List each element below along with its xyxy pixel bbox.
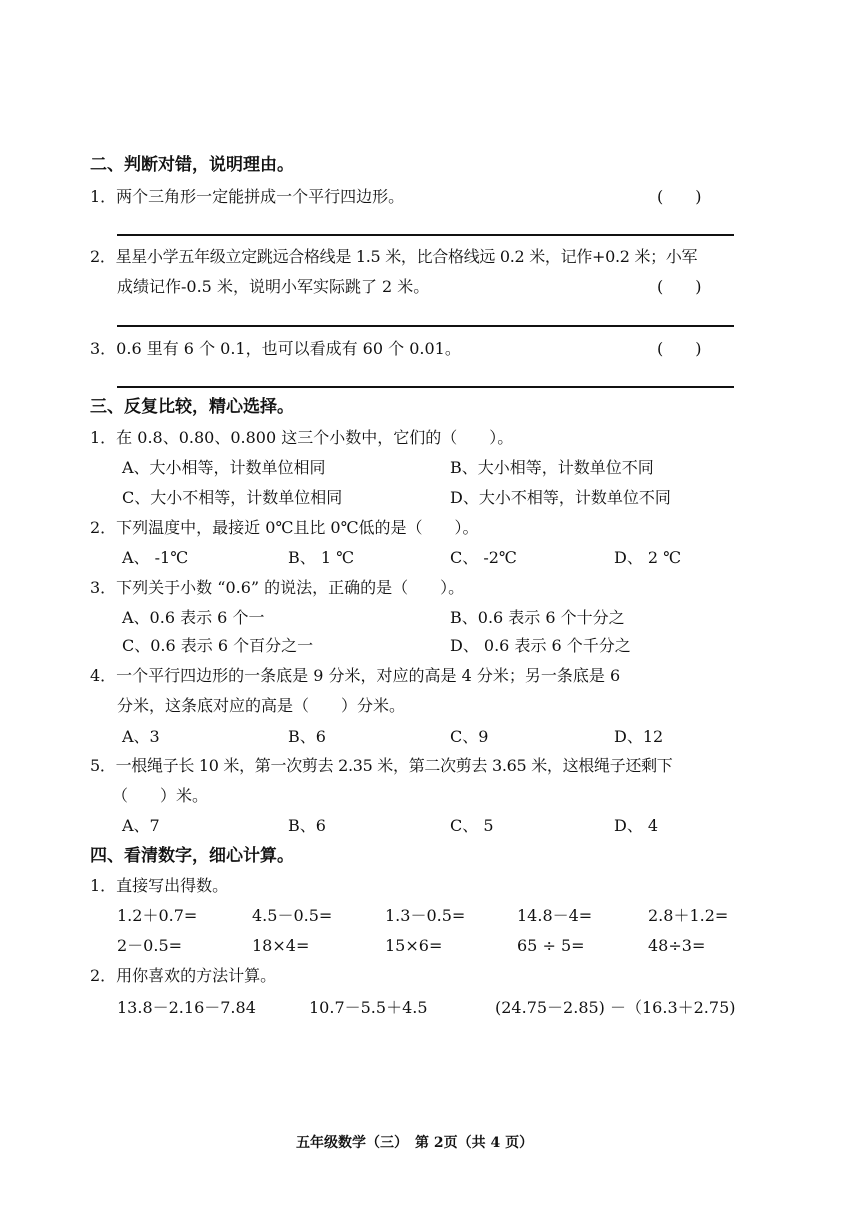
q5-line2: （ ）米。	[112, 786, 209, 805]
q4-option-a: A、3	[122, 727, 160, 746]
s2-item2-mark: ( )	[657, 277, 702, 296]
s2-item3-mark: ( )	[657, 339, 702, 358]
q5-line1: 5．一根绳子长 10 米，第一次剪去 2.35 米，第二次剪去 3.65 米，这根绳子还剩下	[90, 756, 673, 775]
answer-line	[117, 234, 734, 236]
q1-stem: 1．在 0.8、0.80、0.800 这三个小数中，它们的（ ）。	[90, 428, 514, 447]
calc-item: 14.8－4=	[517, 906, 593, 925]
calc-item: 15×6=	[385, 936, 443, 955]
q1-option-c: C、大小不相等，计数单位相同	[122, 488, 343, 507]
s2-item1-text: 1．两个三角形一定能拼成一个平行四边形。	[90, 187, 405, 206]
q1-option-b: B、大小相等，计数单位不同	[450, 458, 654, 477]
section2-heading: 二、判断对错，说明理由。	[90, 155, 294, 175]
q4-line1: 4．一个平行四边形的一条底是 9 分米，对应的高是 4 分米；另一条底是 6	[90, 666, 621, 685]
calc-item: 1.3－0.5=	[385, 906, 466, 925]
q3-stem: 3．下列关于小数 “0.6” 的说法，正确的是（ ）。	[90, 578, 465, 597]
q2-option-a: A、 -1℃	[122, 548, 189, 567]
calc-expression: 10.7－5.5＋4.5	[309, 998, 428, 1017]
section4-heading: 四、看清数字，细心计算。	[90, 846, 294, 866]
s4-sub2: 2．用你喜欢的方法计算。	[90, 966, 277, 985]
section3-heading: 三、反复比较，精心选择。	[90, 397, 294, 417]
calc-item: 65 ÷ 5=	[517, 936, 585, 955]
calc-item: 4.5－0.5=	[252, 906, 333, 925]
s2-item2-line2: 成绩记作-0.5 米，说明小军实际跳了 2 米。	[117, 277, 430, 296]
q4-option-d: D、12	[614, 727, 664, 746]
calc-expression: 13.8－2.16－7.84	[117, 998, 256, 1017]
q2-stem: 2．下列温度中，最接近 0℃且比 0℃低的是（ ）。	[90, 518, 479, 537]
answer-line	[117, 325, 734, 327]
calc-item: 18×4=	[252, 936, 310, 955]
q5-option-d: D、 4	[614, 816, 659, 835]
q1-option-a: A、大小相等，计数单位相同	[122, 458, 326, 477]
q2-option-c: C、 -2℃	[450, 548, 517, 567]
s4-sub1: 1．直接写出得数。	[90, 876, 229, 895]
calc-item: 2.8＋1.2=	[648, 906, 729, 925]
q5-option-a: A、7	[122, 816, 160, 835]
s2-item3-text: 3．0.6 里有 6 个 0.1，也可以看成有 60 个 0.01。	[90, 339, 461, 358]
q3-option-b: B、0.6 表示 6 个十分之	[450, 608, 625, 627]
q3-option-d: D、 0.6 表示 6 个千分之	[450, 636, 631, 655]
q2-option-b: B、 1 ℃	[288, 548, 355, 567]
calc-expression: (24.75－2.85) －（16.3＋2.75)	[495, 998, 736, 1017]
q4-option-b: B、6	[288, 727, 326, 746]
q3-option-a: A、0.6 表示 6 个一	[122, 608, 265, 627]
q2-option-d: D、 2 ℃	[614, 548, 682, 567]
calc-item: 48÷3=	[648, 936, 706, 955]
s2-item2-line1: 2．星星小学五年级立定跳远合格线是 1.5 米，比合格线远 0.2 米，记作+0.2 米；小军	[90, 247, 698, 266]
answer-line	[117, 386, 734, 388]
q3-option-c: C、0.6 表示 6 个百分之一	[122, 636, 314, 655]
page-footer: 五年级数学（三） 第 2页（共 4 页）	[296, 1135, 534, 1151]
q1-option-d: D、大小不相等，计数单位不同	[450, 488, 671, 507]
calc-item: 1.2＋0.7=	[117, 906, 198, 925]
calc-item: 2－0.5=	[117, 936, 183, 955]
q4-line2: 分米，这条底对应的高是（ ）分米。	[117, 696, 406, 715]
q5-option-c: C、 5	[450, 816, 494, 835]
s2-item1-mark: ( )	[657, 187, 702, 206]
q4-option-c: C、9	[450, 727, 489, 746]
q5-option-b: B、6	[288, 816, 326, 835]
